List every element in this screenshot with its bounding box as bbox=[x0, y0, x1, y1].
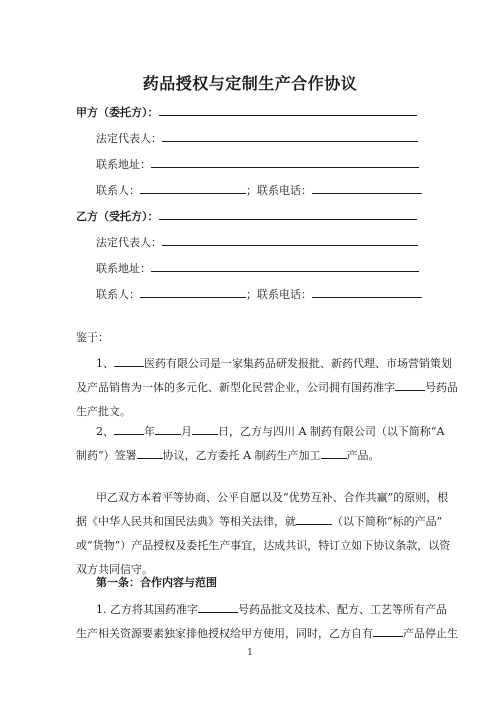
party-b-address-blank bbox=[151, 260, 419, 272]
article-1-line-1 bbox=[76, 598, 447, 622]
clause-1-blank-approval bbox=[395, 379, 425, 391]
party-a-contact-blank bbox=[140, 182, 246, 194]
clause-1 bbox=[76, 352, 458, 424]
page-number: 1 bbox=[247, 648, 253, 658]
party-b-row bbox=[76, 208, 417, 224]
party-a-contact-row bbox=[96, 182, 422, 198]
intro-blank-product bbox=[296, 513, 332, 525]
article-1-text-2a: 生产相关资源要素独家排他授权给甲方使用，同时，乙方自有 bbox=[76, 627, 373, 640]
clause-1-line-1 bbox=[76, 352, 452, 376]
intro-paragraph bbox=[76, 486, 451, 582]
clause-2-blank-year bbox=[114, 423, 144, 435]
party-b-contact-row bbox=[96, 286, 422, 302]
clause-2-number: 2、 bbox=[96, 425, 114, 438]
party-b-label: 乙方（受托方）： bbox=[76, 210, 159, 223]
intro-line-2 bbox=[76, 510, 443, 534]
article-1-blank-approval bbox=[198, 601, 238, 613]
party-b-legal-rep-label: 法定代表人： bbox=[96, 236, 162, 249]
clause-2-year-label: 年 bbox=[144, 425, 155, 438]
party-a-blank bbox=[159, 104, 417, 116]
clause-2-month-label: 月 bbox=[181, 425, 192, 438]
clause-2-blank-day bbox=[192, 423, 218, 435]
clause-1-blank-company bbox=[114, 355, 144, 367]
clause-2-text-4: 产品。 bbox=[346, 449, 380, 462]
intro-line-3: 或“货物”）产品授权及委托生产事宜，达成共识，特订立如下协议条款，以资 bbox=[76, 539, 451, 552]
party-a-phone-blank bbox=[312, 182, 422, 194]
clause-2-blank-agreement bbox=[137, 447, 163, 459]
clause-1-text-3: 号药品 bbox=[425, 381, 458, 394]
article-1-blank-product bbox=[373, 625, 403, 637]
article-1-heading: 第一条：合作内容与范围 bbox=[96, 576, 217, 589]
article-1-line-2 bbox=[76, 622, 458, 646]
article-1-text-1b: 号药品批文及技术、配方、工艺等所有产品 bbox=[238, 603, 447, 616]
clause-2 bbox=[76, 420, 445, 468]
party-a-address-row bbox=[96, 156, 419, 172]
article-1-body bbox=[76, 598, 458, 646]
clause-1-line-3: 生产批文。 bbox=[76, 405, 131, 418]
party-b-phone-blank bbox=[312, 286, 422, 298]
clause-1-line-2 bbox=[76, 376, 458, 400]
party-b-contact-blank bbox=[140, 286, 246, 298]
clause-1-text-2: 及产品销售为一体的多元化、新型化民营企业，公司拥有国药准字 bbox=[76, 381, 395, 394]
party-b-blank bbox=[159, 208, 417, 220]
party-b-address-label: 联系地址： bbox=[96, 262, 151, 275]
party-b-legal-rep-blank bbox=[162, 234, 418, 246]
party-a-address-blank bbox=[151, 156, 419, 168]
clause-2-text-2: 制药”）签署 bbox=[76, 449, 137, 462]
clause-2-line-1 bbox=[76, 420, 445, 444]
intro-text-2b: （以下简称“标的产品” bbox=[332, 515, 443, 528]
party-b-address-row bbox=[96, 260, 419, 276]
whereas-heading: 鉴于： bbox=[76, 331, 109, 344]
intro-line-1: 甲乙双方本着平等协商、公平自愿以及“优势互补、合作共赢”的原则，根 bbox=[96, 491, 449, 504]
party-a-legal-rep-row bbox=[96, 130, 418, 146]
party-a-phone-label: ；联系电话： bbox=[246, 184, 312, 197]
clause-1-number: 1、 bbox=[96, 357, 114, 370]
clause-1-text-1: 医药有限公司是一家集药品研发报批、新药代理、市场营销策划 bbox=[144, 357, 452, 370]
clause-2-text-3: 协议，乙方委托 A 制药生产加工 bbox=[162, 449, 321, 462]
document-title: 药品授权与定制生产合作协议 bbox=[142, 74, 358, 93]
party-a-legal-rep-blank bbox=[162, 130, 418, 142]
intro-line-4: 双方共同信守。 bbox=[76, 563, 153, 576]
party-b-legal-rep-row bbox=[96, 234, 418, 250]
party-a-address-label: 联系地址： bbox=[96, 158, 151, 171]
intro-text-2a: 据《中华人民共和国民法典》等相关法律，就 bbox=[76, 515, 296, 528]
party-a-contact-label: 联系人： bbox=[96, 184, 140, 197]
party-a-legal-rep-label: 法定代表人： bbox=[96, 132, 162, 145]
article-1-text-2b: 产品停止生 bbox=[403, 627, 458, 640]
party-b-phone-label: ；联系电话： bbox=[246, 288, 312, 301]
clause-2-line-2 bbox=[76, 444, 428, 468]
article-1-text-1a: 1. 乙方将其国药准字 bbox=[96, 603, 198, 616]
clause-2-blank-month bbox=[155, 423, 181, 435]
clause-2-text-1: 日，乙方与四川 A 制药有限公司（以下简称“A bbox=[218, 425, 445, 438]
party-a-row bbox=[76, 104, 417, 120]
party-b-contact-label: 联系人： bbox=[96, 288, 140, 301]
party-a-label: 甲方（委托方）： bbox=[76, 106, 159, 119]
clause-2-blank-product bbox=[321, 447, 347, 459]
